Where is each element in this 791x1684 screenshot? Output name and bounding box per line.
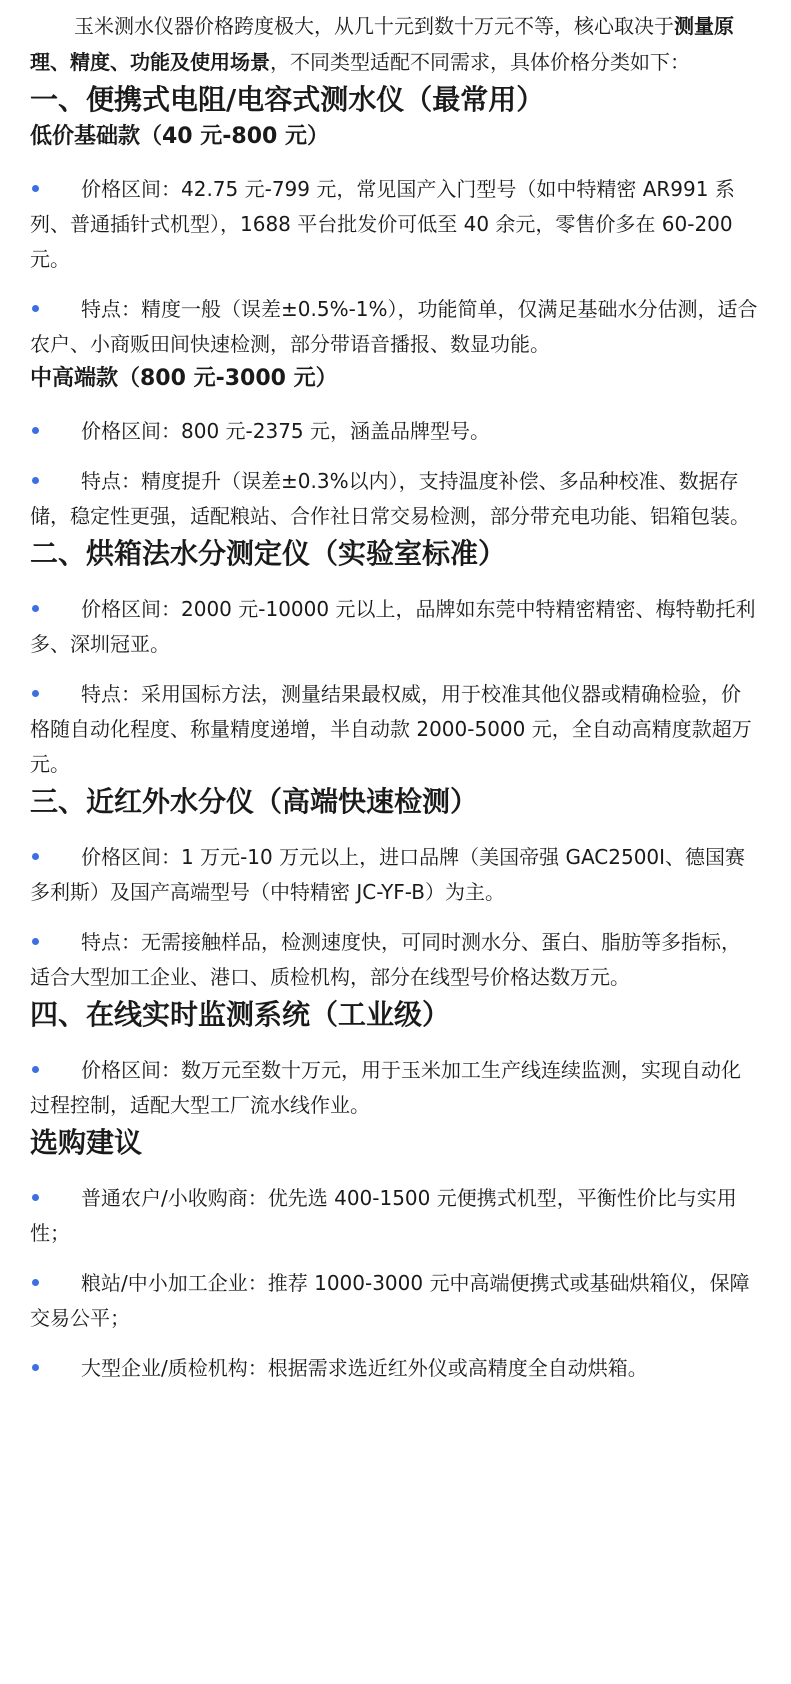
bullet-dot-icon (32, 690, 39, 697)
bullet-text: 特点：精度一般（误差±0.5%-1%），功能简单，仅满足基础水分估测，适合农户、小商贩田间快速检测，部分带语音播报、数显功能。 (30, 297, 758, 356)
bullet-text: 特点：精度提升（误差±0.3%以内），支持温度补偿、多品种校准、数据存储，稳定性更强，适配粮站、合作社日常交易检测，部分带充电功能、铝箱包装。 (30, 469, 750, 528)
section-4-title: 四、在线实时监测系统（工业级） (30, 998, 451, 1031)
bullet-dot-icon (32, 938, 39, 945)
bullet-item (30, 292, 759, 362)
bullet-text: 普通农户/小收购商：优先选 400-1500 元便携式机型，平衡性价比与实用性； (30, 1186, 737, 1245)
intro-text-start: 玉米测水仪器价格跨度极大，从几十元到数十万元不等，核心取决于 (74, 14, 674, 38)
intro-text-end: ，不同类型适配不同需求，具体价格分类如下： (270, 50, 690, 74)
bullet-text: 特点：无需接触样品，检测速度快，可同时测水分、蛋白、脂肪等多指标，适合大型加工企业、港口、质检机构，部分在线型号价格达数万元。 (30, 930, 741, 989)
bullet-item (30, 1181, 759, 1251)
bullet-item (30, 840, 759, 910)
bullet-text: 粮站/中小加工企业：推荐 1000-3000 元中高端便携式或基础烘箱仪，保障交易公平； (30, 1271, 750, 1330)
bullet-text: 特点：采用国标方法，测量结果最权威，用于校准其他仪器或精确检验，价格随自动化程度、称量精度递增，半自动款 2000-5000 元，全自动高精度款超万元。 (30, 682, 752, 776)
bullet-text: 价格区间：42.75 元-799 元，常见国产入门型号（如中特精密 AR991 系列、普通插针式机型），1688 平台批发价可低至 40 余元，零售价多在 60-200 元。 (30, 177, 735, 271)
subsection-1-2-title: 中高端款（800 元-3000 元） (30, 366, 338, 391)
bullet-text: 价格区间：数万元至数十万元，用于玉米加工生产线连续监测，实现自动化过程控制，适配大型工厂流水线作业。 (30, 1058, 741, 1117)
bullet-item (30, 464, 759, 534)
bullet-text: 价格区间：800 元-2375 元，涵盖品牌型号。 (81, 419, 491, 443)
bullet-item (30, 1266, 759, 1336)
bullet-dot-icon (32, 305, 39, 312)
bullet-dot-icon (32, 1194, 39, 1201)
bullet-item (30, 1351, 759, 1386)
bullet-item (30, 1053, 759, 1123)
section-3-title: 三、近红外水分仪（高端快速检测） (30, 785, 479, 818)
bullet-dot-icon (32, 1066, 39, 1073)
bullet-dot-icon (32, 427, 39, 434)
bullet-item (30, 592, 759, 662)
bullet-item (30, 172, 759, 277)
bullet-item (30, 677, 759, 782)
advice-title: 选购建议 (30, 1126, 143, 1159)
intro-paragraph (30, 8, 759, 80)
bullet-text: 价格区间：2000 元-10000 元以上，品牌如东莞中特精密精密、梅特勒托利多、深圳冠亚。 (30, 597, 756, 656)
intro-bold-text: 测量原理、精度、功能及使用场景 (30, 14, 734, 74)
bullet-item (30, 414, 759, 449)
bullet-item (30, 925, 759, 995)
bullet-dot-icon (32, 605, 39, 612)
bullet-dot-icon (32, 477, 39, 484)
subsection-1-1-title: 低价基础款（40 元-800 元） (30, 124, 329, 149)
section-1-title: 一、便携式电阻/电容式测水仪（最常用） (30, 83, 545, 116)
section-2-title: 二、烘箱法水分测定仪（实验室标准） (30, 537, 507, 570)
bullet-dot-icon (32, 185, 39, 192)
bullet-dot-icon (32, 1364, 39, 1371)
bullet-text: 价格区间：1 万元-10 万元以上，进口品牌（美国帝强 GAC2500I、德国赛多利斯）及国产高端型号（中特精密 JC-YF-B）为主。 (30, 845, 746, 904)
bullet-dot-icon (32, 853, 39, 860)
bullet-text: 大型企业/质检机构：根据需求选近红外仪或高精度全自动烘箱。 (81, 1356, 648, 1380)
bullet-dot-icon (32, 1279, 39, 1286)
